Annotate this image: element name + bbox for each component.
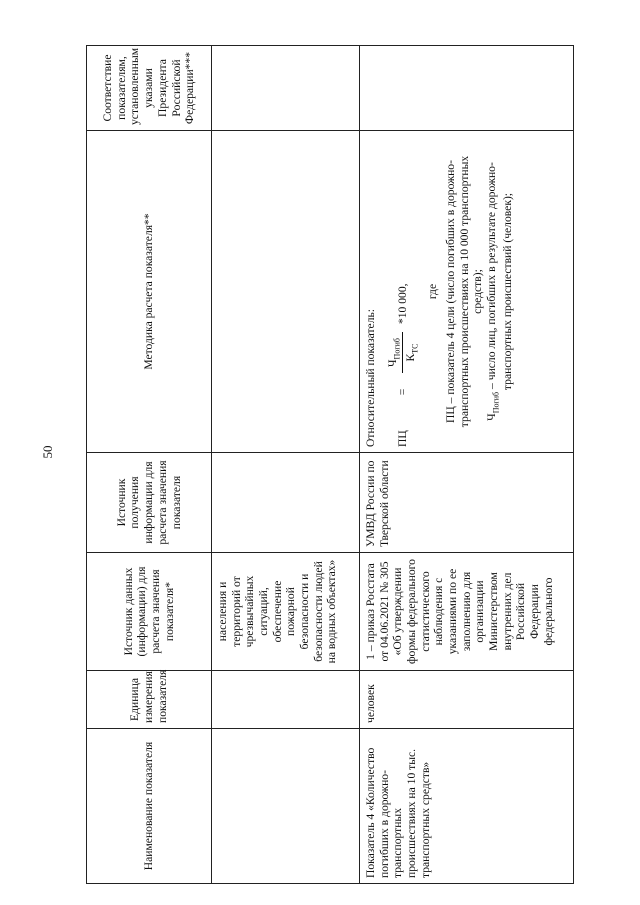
cell-data-source: 1 – приказ Росстата от 04.06.2021 № 305 «Об утверждении формы федерального статистического наблюдения с указаниями по ее заполнению для организации Министерством внутренних дел Российской Федерации федерального	[360, 553, 574, 671]
formula-lhs: ПЦ	[396, 430, 410, 447]
cell-info-source: УМВД России по Тверской области	[360, 453, 574, 553]
header-unit: Единица измерения показателя	[87, 671, 212, 729]
definition-2	[485, 136, 514, 447]
rotated-table-container	[86, 46, 574, 884]
cell-unit	[212, 671, 360, 729]
indicators-table	[86, 45, 574, 884]
page-number: 50	[40, 445, 55, 459]
formula-equals: =	[396, 388, 410, 396]
header-method: Методика расчета показателя**	[87, 131, 212, 453]
table-row	[360, 46, 574, 884]
formula-where: где	[426, 283, 440, 300]
table-row	[212, 46, 360, 884]
cell-data-source: населения и территорий от чрезвычайных ситуаций, обеспечение пожарной безопасности и безопасности людей на водных объектах»	[212, 553, 360, 671]
cell-name: Показатель 4 «Количество погибших в дорожно-транспортных происшествиях на 10 тыс. транспортных средств»	[360, 729, 574, 884]
formula	[386, 136, 421, 447]
definition-1: ПЦ – показатель 4 цели (число погибших в дорожно-транспортных происшествиях на 10 000 транспортных средств);	[443, 155, 485, 428]
header-info-source: Источник получения информации для расчета значения показателя	[87, 453, 212, 553]
cell-conformity	[360, 46, 574, 131]
numerator-sub: Погиб	[391, 338, 401, 360]
formula-multiplier: *10 000,	[396, 283, 410, 325]
numerator-main: Ч	[385, 359, 399, 367]
formula-fraction	[386, 332, 421, 373]
formula-denominator	[403, 344, 420, 362]
def2-rest: – число лиц, погибших в результате дорожно-транспортных происшествий (человек);	[484, 162, 514, 392]
method-intro: Относительный показатель:	[364, 309, 377, 447]
cell-name	[212, 729, 360, 884]
header-data-source: Источник данных (информации) для расчета значения показателя*	[87, 553, 212, 671]
def2-sub: Погиб	[491, 391, 501, 414]
table-header-row	[87, 46, 212, 884]
cell-info-source	[212, 453, 360, 553]
def2-main: Ч	[484, 413, 498, 421]
header-indicator-name: Наименование показателя	[87, 729, 212, 884]
cell-conformity	[212, 46, 360, 131]
cell-unit: человек	[360, 671, 574, 729]
denominator-sub: ТС	[410, 343, 420, 354]
cell-method	[212, 131, 360, 453]
cell-method	[360, 131, 574, 453]
header-conformity: Соответствие показателям, установленным указами Президента Российской Федерации***	[87, 46, 212, 131]
denominator-main: К	[404, 353, 418, 362]
formula-numerator	[386, 332, 404, 373]
